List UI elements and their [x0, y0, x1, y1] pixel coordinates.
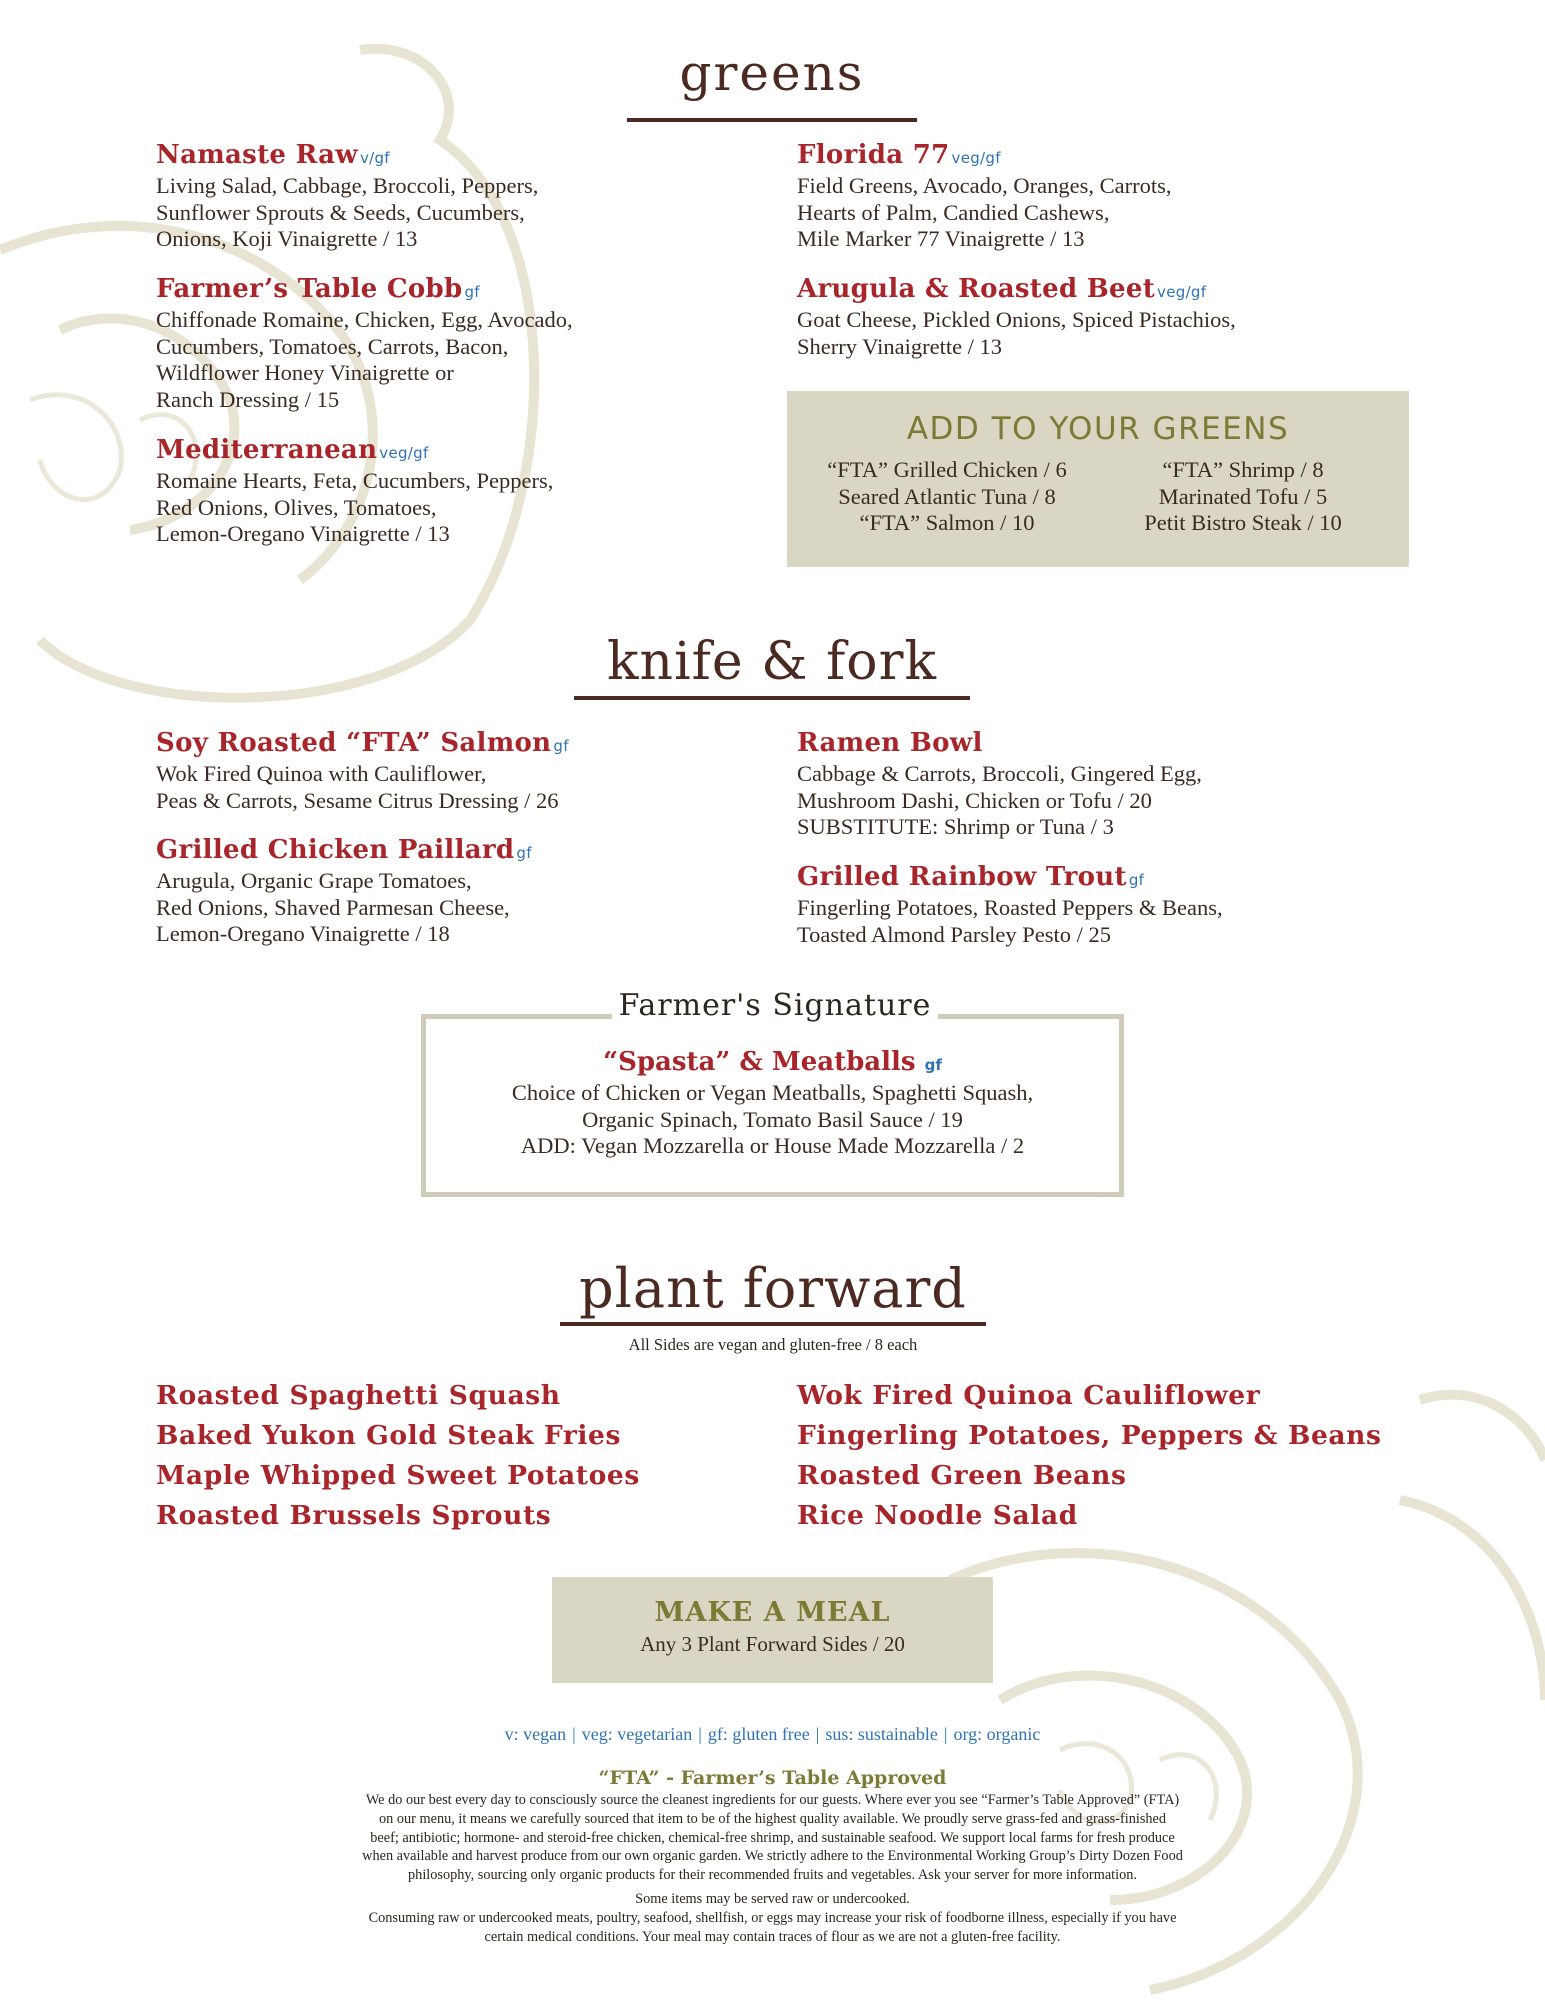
desc-line: SUBSTITUTE: Shrimp or Tuna / 3 — [797, 814, 1114, 839]
section-title-greens — [627, 44, 917, 122]
add-to-greens-box — [787, 391, 1409, 567]
sides-right-column — [797, 1376, 1382, 1536]
item-name: Farmer’s Table Cobb — [156, 274, 463, 304]
item-description — [797, 761, 1357, 841]
sides-left-column — [156, 1376, 716, 1536]
item-name: Mediterranean — [156, 435, 378, 465]
desc-line: Mile Marker 77 Vinaigrette / 13 — [797, 226, 1085, 251]
desc-line: Chiffonade Romaine, Chicken, Egg, Avocado, — [156, 307, 573, 332]
desc-line: Wok Fired Quinoa with Cauliflower, — [156, 761, 487, 786]
side-item: Roasted Brussels Sprouts — [156, 1500, 552, 1531]
desc-line: Romaine Hearts, Feta, Cucumbers, Peppers, — [156, 468, 554, 493]
item-description — [797, 307, 1357, 360]
side-item: Wok Fired Quinoa Cauliflower — [797, 1380, 1261, 1411]
desc-line: Ranch Dressing / 15 — [156, 386, 340, 412]
item-description — [156, 868, 716, 948]
item-description — [156, 761, 716, 814]
title-underline — [560, 1322, 986, 1326]
item-name: Florida 77 — [797, 140, 950, 170]
desc-line: Wildflower Honey Vinaigrette or — [156, 360, 454, 385]
fta-title: “FTA” - Farmer’s Table Approved — [598, 1767, 947, 1789]
section-title-text: knife & fork — [607, 632, 937, 692]
desc-line: Peas & Carrots, Sesame Citrus Dressing / 26 — [156, 787, 559, 813]
diet-tag: gf — [924, 1056, 942, 1074]
desc-line: Sunflower Sprouts & Seeds, Cucumbers, — [156, 199, 525, 225]
diet-legend — [0, 1724, 1545, 1745]
side-item: Maple Whipped Sweet Potatoes — [156, 1460, 640, 1491]
desc-line: Choice of Chicken or Vegan Meatballs, Spaghetti Squash, — [511, 1080, 1034, 1105]
section-title-text: plant forward — [579, 1257, 967, 1320]
item-name: Grilled Chicken Paillard — [156, 835, 515, 865]
desc-line: Sherry Vinaigrette / 13 — [797, 333, 1003, 359]
add-on-item: “FTA” Grilled Chicken / 6 — [827, 457, 1067, 482]
legend-item: v: vegan — [504, 1724, 567, 1744]
fine-print-line: beef; antibiotic; hormone- and steroid-free chicken, chemical-free shrimp, and sustainable seafood. We support local farms for fresh produce — [370, 1829, 1175, 1846]
desc-line: ADD: Vegan Mozzarella or House Made Mozzarella / 2 — [520, 1133, 1025, 1158]
fine-print-line: Some items may be served raw or undercooked. — [635, 1891, 910, 1907]
legend-separator: | — [698, 1724, 702, 1744]
diet-tag: veg/gf — [1157, 283, 1207, 301]
fine-print-line: on our menu, it means we carefully sourced that item to be of the highest quality available. We proudly serve grass-fed and grass-finished — [378, 1810, 1167, 1827]
desc-line: Cabbage & Carrots, Broccoli, Gingered Egg, — [797, 761, 1202, 786]
make-a-meal-title: MAKE A MEAL — [654, 1597, 891, 1628]
legend-item: org: organic — [953, 1724, 1041, 1744]
desc-line: Living Salad, Cabbage, Broccoli, Peppers, — [156, 173, 539, 198]
menu-item-ramen-bowl — [797, 728, 1357, 841]
desc-line: Cucumbers, Tomatoes, Carrots, Bacon, — [156, 333, 509, 359]
menu-item-florida-77 — [797, 140, 1357, 253]
desc-line: Organic Spinach, Tomato Basil Sauce / 19 — [582, 1106, 963, 1132]
side-item: Rice Noodle Salad — [797, 1500, 1078, 1531]
fine-print-line: Consuming raw or undercooked meats, poultry, seafood, shellfish, or eggs may increase your risk of foodborne illness, especially if you have — [368, 1909, 1177, 1926]
legend-separator: | — [943, 1724, 948, 1744]
add-to-greens-title: ADD TO YOUR GREENS — [906, 411, 1290, 447]
section-title-text: greens — [679, 44, 865, 102]
menu-item-mediterranean — [156, 435, 716, 548]
desc-line: Mushroom Dashi, Chicken or Tofu / 20 — [797, 787, 1152, 813]
section-title-plant-forward — [560, 1257, 986, 1326]
item-description — [156, 468, 716, 548]
add-on-item: “FTA” Salmon / 10 — [859, 510, 1035, 535]
item-name: Arugula & Roasted Beet — [797, 274, 1156, 304]
legend-separator: | — [572, 1724, 576, 1744]
item-description — [156, 173, 716, 253]
section-title-knife-fork — [574, 632, 970, 700]
menu-item-farmers-table-cobb — [156, 274, 716, 413]
item-name: Soy Roasted “FTA” Salmon — [156, 728, 552, 758]
side-item: Baked Yukon Gold Steak Fries — [156, 1420, 622, 1451]
desc-line: Arugula, Organic Grape Tomatoes, — [156, 868, 472, 893]
desc-line: Onions, Koji Vinaigrette / 13 — [156, 226, 418, 251]
side-item: Fingerling Potatoes, Peppers & Beans — [797, 1420, 1382, 1451]
desc-line: Lemon-Oregano Vinaigrette / 13 — [156, 521, 450, 546]
diet-tag: gf — [553, 737, 569, 755]
side-item: Roasted Green Beans — [797, 1460, 1127, 1491]
desc-line: Red Onions, Olives, Tomatoes, — [156, 494, 437, 520]
item-description — [421, 1080, 1124, 1160]
make-a-meal-description: Any 3 Plant Forward Sides / 20 — [640, 1632, 905, 1656]
add-on-item: Seared Atlantic Tuna / 8 — [838, 483, 1056, 509]
add-on-item: Marinated Tofu / 5 — [1158, 483, 1328, 509]
desc-line: Red Onions, Shaved Parmesan Cheese, — [156, 894, 510, 920]
side-item: Roasted Spaghetti Squash — [156, 1380, 561, 1411]
title-underline — [574, 696, 970, 700]
fine-print-line: when available and harvest produce from our own organic garden. We strictly adhere to the Environmental Working Group’s Dirty Dozen Food — [362, 1848, 1183, 1865]
add-on-item: “FTA” Shrimp / 8 — [1162, 457, 1324, 482]
legend-item: gf: gluten free — [707, 1724, 810, 1744]
signature-item — [421, 1047, 1124, 1160]
legend-separator: | — [815, 1724, 820, 1744]
diet-tag: gf — [516, 844, 532, 862]
desc-line: Hearts of Palm, Candied Cashews, — [797, 199, 1110, 225]
item-name: Ramen Bowl — [797, 728, 983, 758]
add-ons-left-column — [797, 457, 1097, 537]
fine-print-line: certain medical conditions. Your meal may contain traces of flour as we are not a gluten-free facility. — [484, 1928, 1061, 1945]
diet-tag: gf — [1128, 871, 1145, 889]
item-description — [156, 307, 716, 413]
legend-item: veg: vegetarian — [581, 1724, 693, 1744]
menu-item-arugula-roasted-beet — [797, 274, 1357, 360]
menu-item-namaste-raw — [156, 140, 716, 253]
item-name: Grilled Rainbow Trout — [797, 862, 1127, 892]
menu-item-grilled-rainbow-trout — [797, 862, 1357, 948]
item-description — [797, 173, 1357, 253]
item-name: “Spasta” & Meatballs — [603, 1047, 916, 1077]
diet-tag: gf — [464, 283, 480, 301]
desc-line: Field Greens, Avocado, Oranges, Carrots, — [797, 173, 1172, 198]
diet-tag: veg/gf — [379, 444, 429, 462]
menu-item-soy-roasted-salmon — [156, 728, 716, 814]
make-a-meal-box — [552, 1577, 993, 1683]
legend-item: sus: sustainable — [825, 1724, 938, 1744]
desc-line: Goat Cheese, Pickled Onions, Spiced Pistachios, — [797, 307, 1236, 332]
title-underline — [627, 118, 917, 122]
fta-description — [0, 1791, 1545, 1885]
desc-line: Lemon-Oregano Vinaigrette / 18 — [156, 921, 450, 946]
desc-line: Fingerling Potatoes, Roasted Peppers & Beans, — [797, 895, 1223, 920]
plant-forward-note: All Sides are vegan and gluten-free / 8 each — [628, 1335, 918, 1354]
fine-print-line: We do our best every day to consciously source the cleanest ingredients for our guests. Where ever you see “Farmer’s Table Approved” (FTA) — [365, 1792, 1180, 1808]
farmers-signature-label: Farmer's Signature — [612, 988, 938, 1023]
item-name: Namaste Raw — [156, 140, 358, 170]
item-description — [797, 895, 1357, 948]
food-safety-disclaimer — [0, 1890, 1545, 1946]
add-on-item: Petit Bistro Steak / 10 — [1144, 510, 1342, 535]
diet-tag: veg/gf — [951, 149, 1001, 167]
diet-tag: v/gf — [359, 149, 390, 167]
desc-line: Toasted Almond Parsley Pesto / 25 — [797, 921, 1112, 947]
menu-item-grilled-chicken-paillard — [156, 835, 716, 948]
fine-print-line: philosophy, sourcing only organic products for their recommended fruits and vegetables. Ask your server for more information. — [408, 1867, 1137, 1884]
add-ons-right-column — [1093, 457, 1393, 537]
